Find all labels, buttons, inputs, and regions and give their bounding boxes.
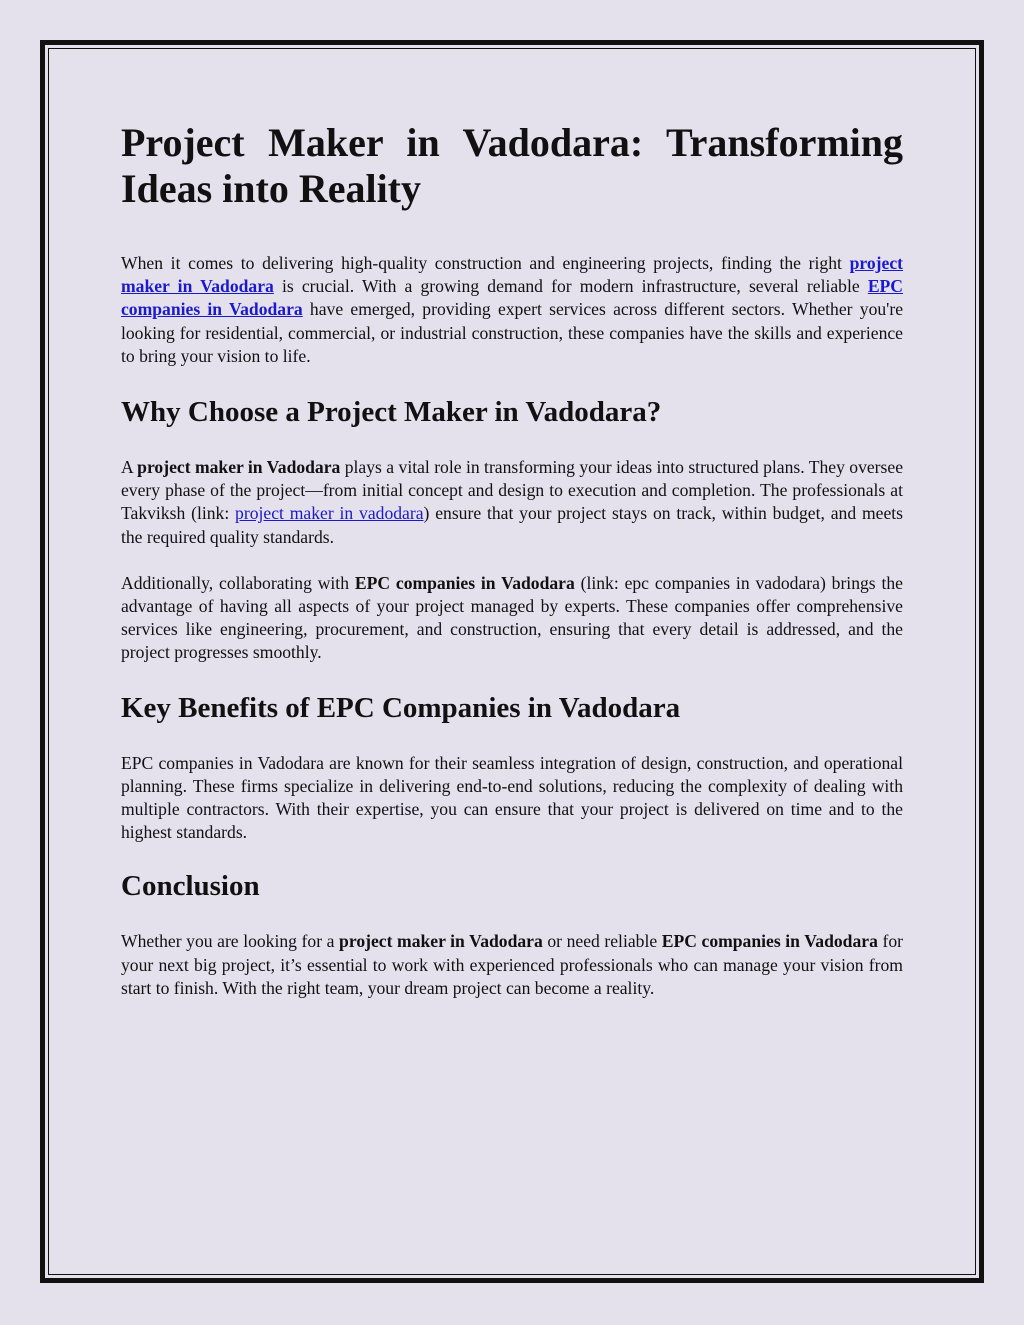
conclusion-heading: Conclusion xyxy=(121,870,260,903)
why1-bold-1: project maker in Vadodara xyxy=(137,457,341,478)
key-benefits-heading: Key Benefits of EPC Companies in Vadodara xyxy=(121,691,681,724)
why-paragraph-1 xyxy=(121,456,903,549)
why-paragraph-2 xyxy=(121,572,903,665)
intro-text-1: When it comes to delivering high-quality construction and engineering projects, finding the right xyxy=(121,253,850,273)
why-heading: Why Choose a Project Maker in Vadodara? xyxy=(121,396,662,429)
intro-text-3: have emerged, providing expert services across different sectors. Whether you're looking for residential, commercial, or industrial construction, these companies have the skills and experience to bring your vision to life. xyxy=(121,299,903,366)
intro-text-2: is crucial. With a growing demand for modern infrastructure, several reliable xyxy=(273,276,868,297)
conc-text-2: or need reliable xyxy=(542,931,662,952)
intro-paragraph xyxy=(121,252,903,368)
document-title-line1: Project Maker in Vadodara: Transforming xyxy=(121,120,903,165)
why2-text-1: Additionally, collaborating with xyxy=(121,572,355,593)
project-maker-vadodara-link[interactable]: project maker in vadodara xyxy=(235,503,424,524)
why2-bold-1: EPC companies in Vadodara xyxy=(354,572,575,593)
document-title-line2: Ideas into Reality xyxy=(121,166,421,211)
why1-text-2: plays a vital role in transforming your ideas into structured plans. They oversee every phase of the project—from initial concept and design to execution and completion. The professionals at Takviksh (link: xyxy=(121,457,904,524)
conc-bold-2: EPC companies in Vadodara xyxy=(661,931,878,952)
document-title xyxy=(121,120,903,212)
conc-text-1: Whether you are looking for a xyxy=(121,931,340,952)
conc-text-3: for your next big project, it’s essential to work with experienced professionals who can manage your vision from start to finish. With the right team, your dream project can become a reality. xyxy=(121,931,903,998)
conclusion-paragraph xyxy=(121,930,903,1000)
epc-companies-link[interactable]: EPC companies in Vadodara xyxy=(121,276,903,320)
conc-bold-1: project maker in Vadodara xyxy=(339,931,543,952)
key-benefits-paragraph: EPC companies in Vadodara are known for their seamless integration of design, construction, and operational planning. These firms specialize in delivering end-to-end solutions, reducing the complexity of dealing with multiple contractors. With their expertise, you can ensure that your project is delivered on time and to the highest standards. xyxy=(121,752,903,843)
why1-text-3: ) ensure that your project stays on track, within budget, and meets the required quality standards. xyxy=(121,503,903,547)
document-content xyxy=(121,120,903,1000)
why2-text-2: (link: epc companies in vadodara) brings the advantage of having all aspects of your project managed by experts. These companies offer comprehensive services like engineering, procurement, and construction, ensuring that every detail is addressed, and the project progresses smoothly. xyxy=(121,572,903,663)
project-maker-link[interactable]: project maker in Vadodara xyxy=(121,253,903,297)
why1-text-1: A xyxy=(121,457,138,478)
